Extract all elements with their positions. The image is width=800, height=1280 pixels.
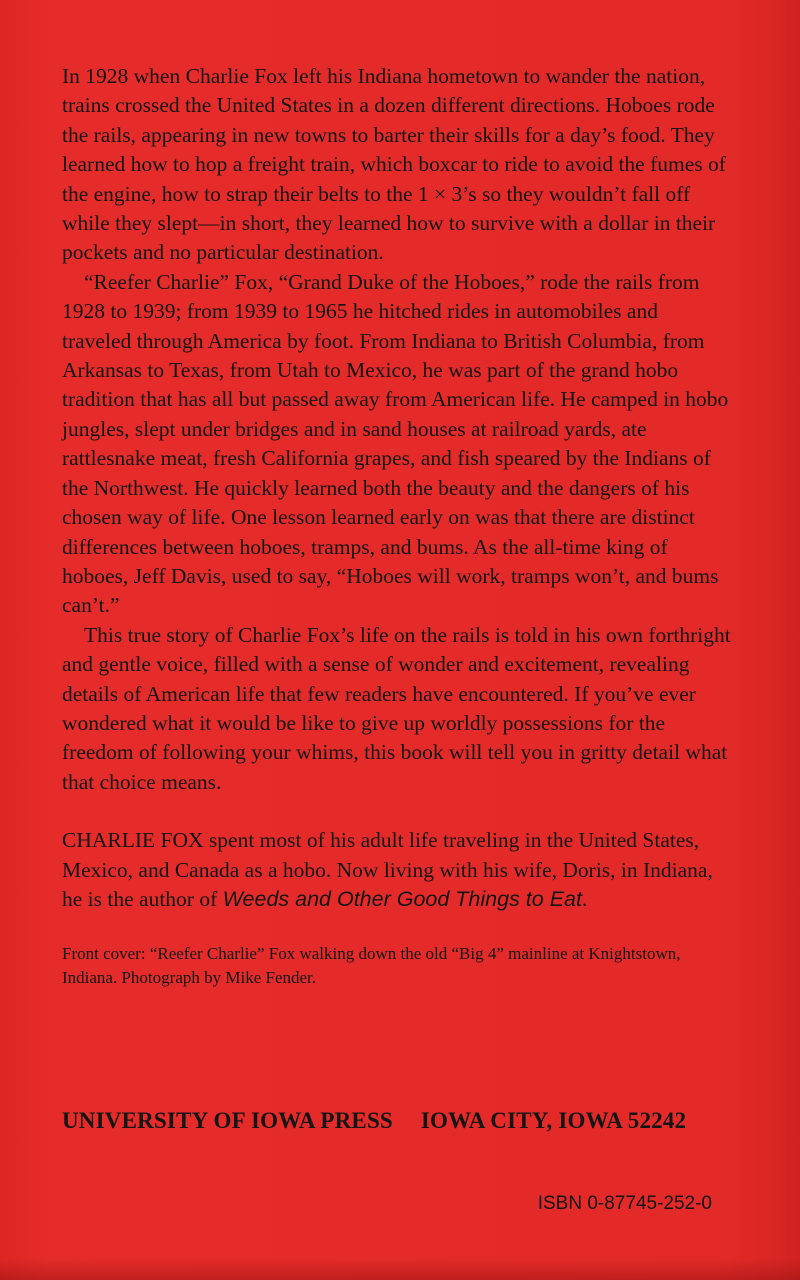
blurb-paragraph-1: In 1928 when Charlie Fox left his Indiana hometown to wander the nation, trains crossed the United States in a dozen different directions. Hoboes rode the rails, appearing in new towns to barter their skills for a day’s food. They learned how to hop a freight train, which boxcar to ride to avoid the fumes of the engine, how to strap their belts to the 1 × 3’s so they wouldn’t fall off while they slept—in short, they learned how to survive with a dollar in their pockets and no particular destination. [62,64,726,265]
cover-credit: Front cover: “Reefer Charlie” Fox walking down the old “Big 4” mainline at Knightstown, Indiana. Photograph by Mike Fender. [62,944,681,987]
publisher-city: IOWA CITY, IOWA 52242 [420,1108,687,1133]
cover-edge-shadow [0,1258,800,1280]
publisher-name: UNIVERSITY OF IOWA PRESS [62,1108,393,1133]
blurb [62,62,732,797]
book-title: Weeds and Other Good Things to Eat [222,886,582,911]
author-bio-text: CHARLIE FOX spent most of his adult life traveling in the United States, Mexico, and Canada as a hobo. Now living with his wife, Doris, in Indiana, he is the author of [62,828,713,911]
isbn: ISBN 0-87745-252-0 [537,1193,712,1214]
publisher-line [62,1108,722,1134]
author-bio-end: . [581,886,588,911]
blurb-paragraph-2: “Reefer Charlie” Fox, “Grand Duke of the Hoboes,” rode the rails from 1928 to 1939; from 1939 to 1965 he hitched rides in automobiles and traveled through America by foot. From Indiana to British Columbia, from Arkansas to Texas, from Utah to Mexico, he was part of the grand hobo tradition that has all but passed away from American life. He camped in hobo jungles, slept under bridges and in sand houses at railroad yards, ate rattlesnake meat, fresh California grapes, and fish speared by the Indians of the Northwest. He quickly learned both the beauty and the dangers of his chosen way of life. One lesson learned early on was that there are distinct differences between hoboes, tramps, and bums. As the all-time king of hoboes, Jeff Davis, used to say, “Hoboes will work, tramps won’t, and bums can’t.” [62,269,729,618]
author-bio [62,826,732,914]
blurb-paragraph-3: This true story of Charlie Fox’s life on the rails is told in his own forthright and gentle voice, filled with a sense of wonder and excitement, revealing details of American life that few readers have encountered. If you’ve ever wondered what it would be like to give up worldly possessions for the freedom of following your whims, this book will tell you in gritty detail what that choice means. [62,622,731,794]
cover-text [62,62,732,989]
